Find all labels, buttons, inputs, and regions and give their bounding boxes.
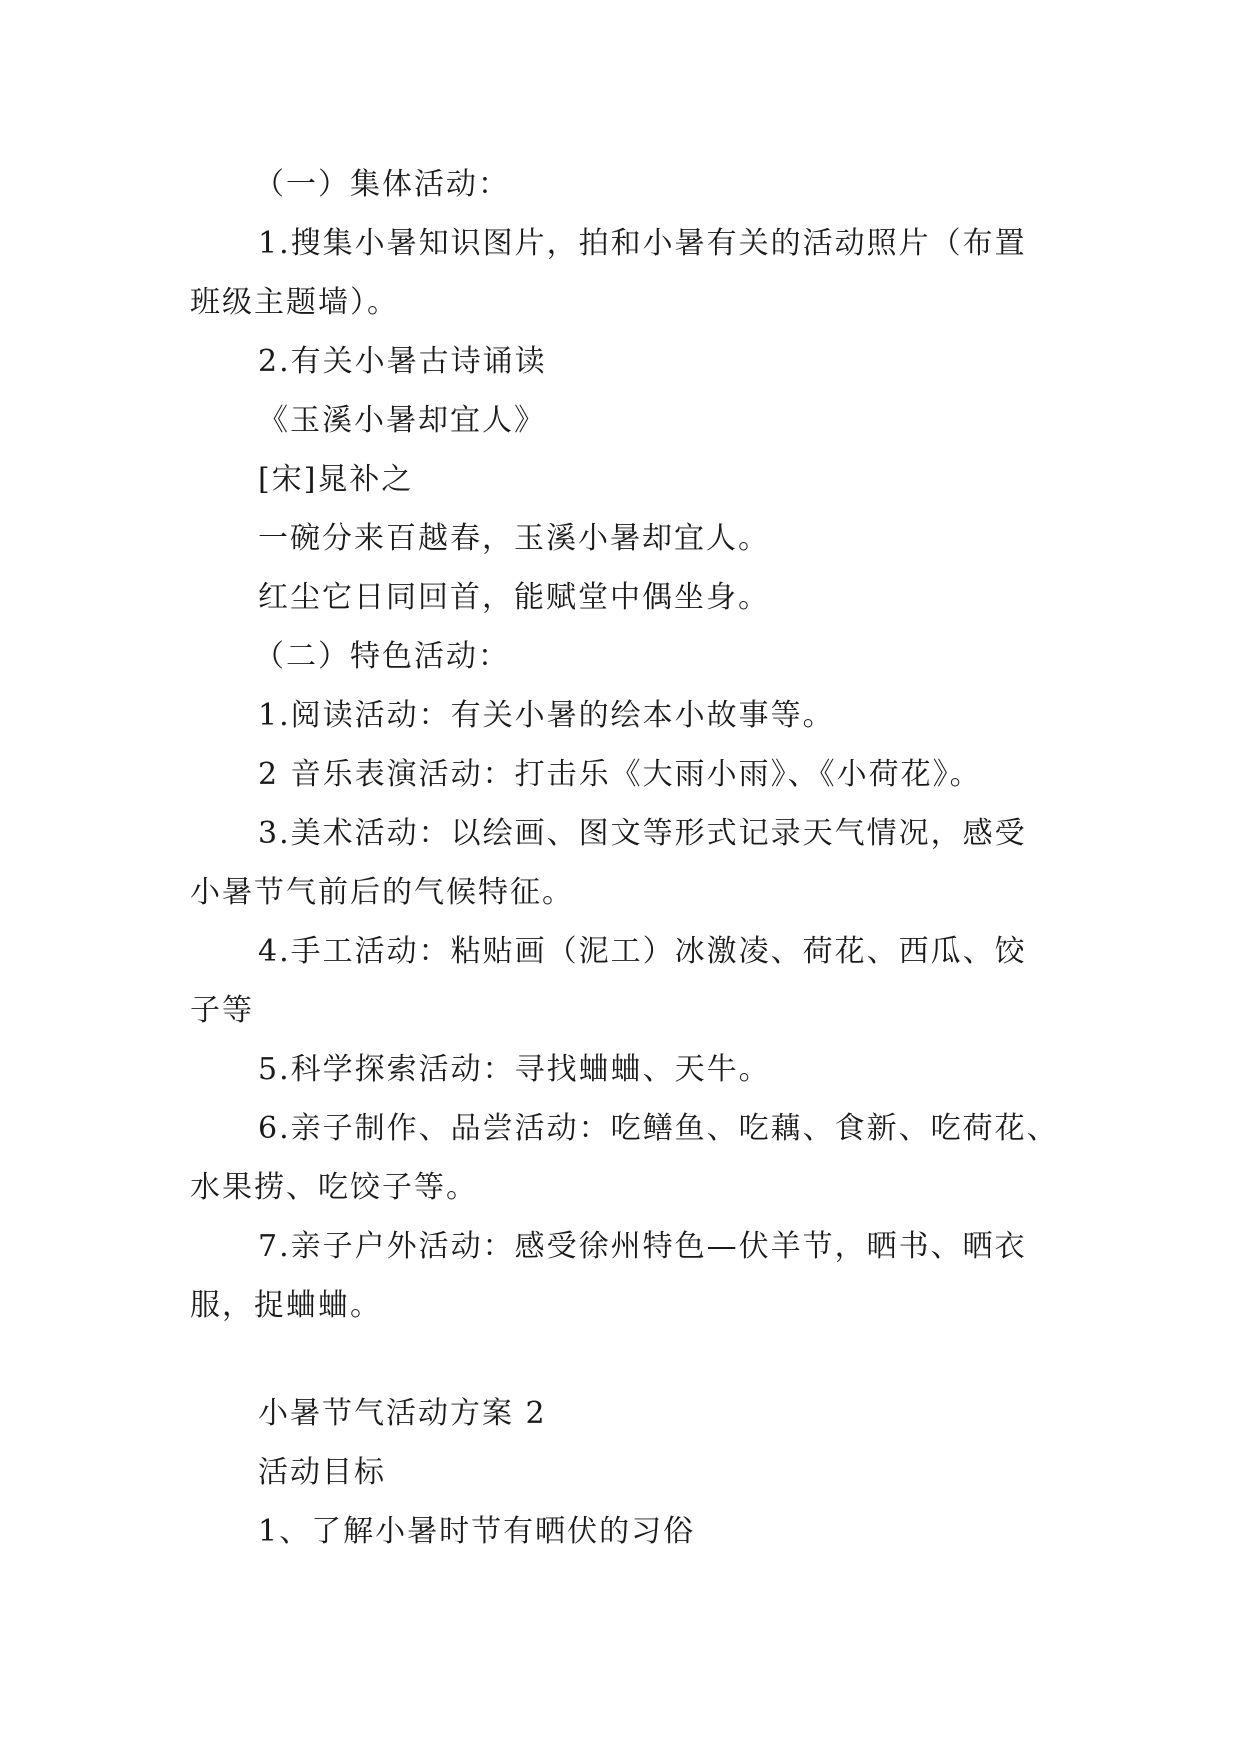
paragraph-line: 2 音乐表演活动：打击乐《大雨小雨》、《小荷花》。: [258, 757, 982, 792]
paragraph-line: 1.搜集小暑知识图片，拍和小暑有关的活动照片（布置: [258, 226, 1027, 261]
paragraph-line: 4.手工活动：粘贴画（泥工）冰激凌、荷花、西瓜、饺: [258, 934, 1027, 969]
paragraph-line: 水果捞、吃饺子等。: [190, 1170, 478, 1205]
paragraph-line: 子等: [190, 993, 254, 1028]
plan-title: 小暑节气活动方案 2: [258, 1396, 547, 1431]
poem-line: 红尘它日同回首，能赋堂中偶坐身。: [258, 580, 770, 615]
paragraph-line: 6.亲子制作、品尝活动：吃鳝鱼、吃藕、食新、吃荷花、: [258, 1111, 1059, 1146]
section-heading-featured: （二）特色活动：: [254, 639, 510, 674]
section-heading-collective: （一）集体活动：: [254, 167, 510, 202]
subheading-goals: 活动目标: [258, 1455, 386, 1490]
paragraph-line: 3.美术活动：以绘画、图文等形式记录天气情况，感受: [258, 816, 1027, 851]
paragraph-line: 小暑节气前后的气候特征。: [190, 875, 574, 910]
poem-title: 《玉溪小暑却宜人》: [258, 403, 546, 438]
paragraph-line: 1.阅读活动：有关小暑的绘本小故事等。: [258, 698, 835, 733]
paragraph-line: 5.科学探索活动：寻找蛐蛐、天牛。: [258, 1052, 771, 1087]
poem-author: [宋]晁补之: [258, 462, 414, 497]
paragraph-line: 班级主题墙）。: [190, 285, 399, 320]
paragraph-line: 服，捉蛐蛐。: [190, 1288, 382, 1323]
paragraph-line: 7.亲子户外活动：感受徐州特色—伏羊节，晒书、晒衣: [258, 1229, 1027, 1264]
poem-line: 一碗分来百越春，玉溪小暑却宜人。: [258, 521, 770, 556]
paragraph-line: 1、了解小暑时节有晒伏的习俗: [258, 1514, 696, 1549]
paragraph-line: 2.有关小暑古诗诵读: [258, 344, 547, 379]
